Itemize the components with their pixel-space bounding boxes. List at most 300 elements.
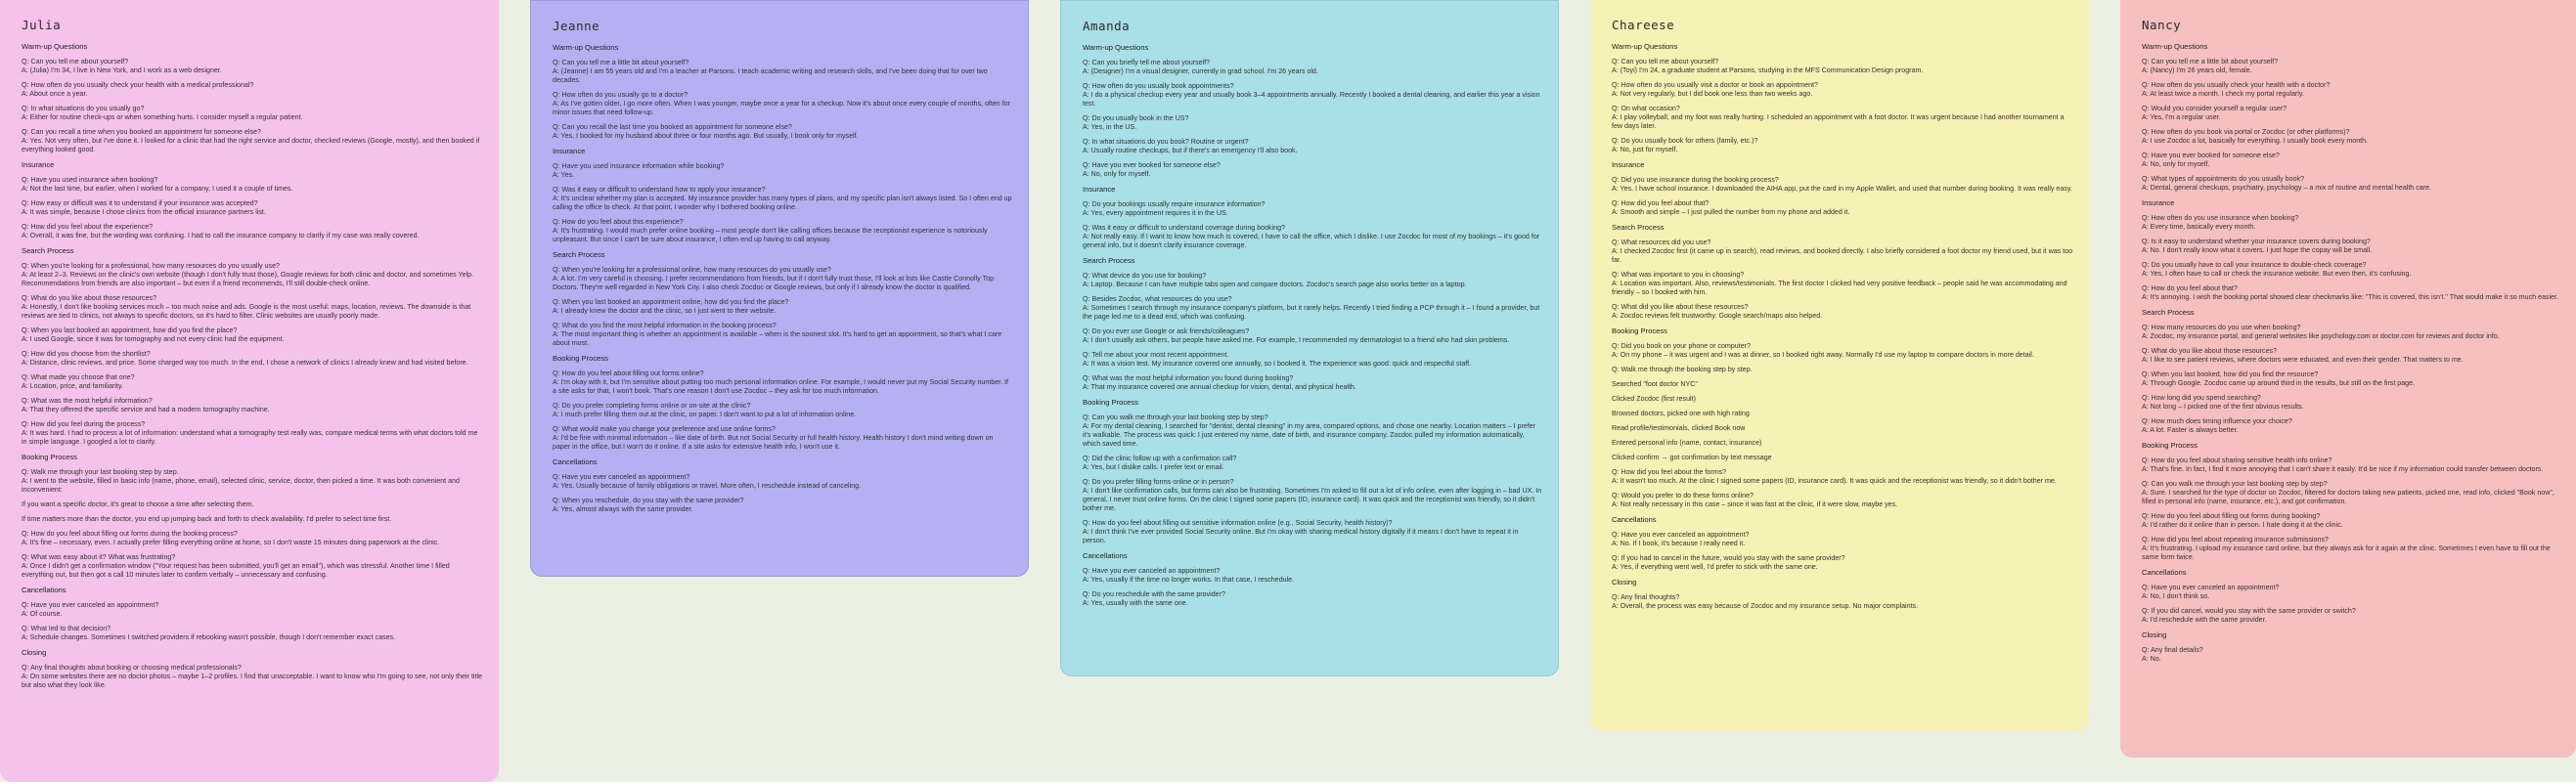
qa-pair	[1612, 239, 2073, 265]
question: Q: Do your bookings usually require insurance information?	[1083, 200, 1266, 208]
qa-pair	[553, 123, 1012, 141]
question: Q: Can you recall a time when you booked an appointment for someone else?	[22, 128, 261, 136]
qa-pair	[553, 91, 1012, 117]
section-heading: Closing	[1612, 578, 1637, 586]
answer: A: Location was important. Also, reviews/testimonials. The first doctor I clicked had very positive feedback – people said he was accommodating and friendly – so I booked with him.	[1612, 280, 2067, 296]
qa-pair	[22, 664, 483, 690]
section-heading: Warm-up Questions	[1083, 43, 1149, 52]
answer: A: I don't usually ask others, but people have asked me. For example, I recommended my dermatologist to a friend who had skin problems.	[1083, 336, 1510, 344]
question: Q: Have you ever canceled an appointment?	[22, 601, 159, 609]
answer: A: As I've gotten older, I go more often. When I was younger, maybe once a year for a checkup. Now it's about once every couple of months, often for minor issues that need follow-up.	[553, 100, 1011, 116]
answer: A: A lot. I'm very careful in choosing. I prefer recommendations from friends, but if I don't fully trust those, I'll look at lists like Castle Connolly Top Doctors. They're well regarded in New York City. I also check Zocdoc or Google reviews, but only if I already know the doctor is qualified.	[553, 275, 995, 291]
answer: A: I used Google, since it was for tomography and not every clinic had the equipment.	[22, 335, 285, 343]
answer: A: Not very regularly, but I did book one less than two weeks ago.	[1612, 90, 1813, 98]
qa-pair	[553, 473, 1012, 491]
qa-pair	[1083, 567, 1542, 585]
section-heading: Booking Process	[22, 453, 77, 461]
answer: A: Yes, but I dislike calls. I prefer text or email.	[1083, 463, 1224, 471]
question: Q: What led to that decision?	[22, 625, 111, 632]
question: Q: Do you usually book for others (family, etc.)?	[1612, 137, 1758, 145]
answer: A: Of course.	[22, 610, 63, 618]
question: Q: How did you choose from the shortlist?	[22, 350, 151, 358]
qa-pair	[1083, 114, 1542, 132]
answer: A: (Toyi) I'm 24, a graduate student at Parsons, studying in the MFS Communication Design program.	[1612, 66, 1924, 74]
qa-pair	[2142, 81, 2560, 99]
qa-pair	[22, 105, 483, 122]
qa-pair	[2142, 370, 2560, 388]
qa-pair	[2142, 238, 2560, 255]
answer: A: Honestly, I don't like booking services much – too much noise and ads. Google is the most useful: maps, location, reviews. The downside is that reviews are tied to clinics, not always to specific doctors, so it's hard to filter. Clinic websites are usually poorly made.	[22, 303, 471, 320]
qa-pair	[22, 530, 483, 547]
answer: A: Yes. Not very often, but I've done it. I looked for a clinic that had the right service and doctor, checked reviews (Google, mostly), and then booked if everything looked good.	[22, 137, 480, 153]
question: Q: What types of appointments do you usually book?	[2142, 175, 2305, 183]
qa-pair	[22, 625, 483, 642]
question: Q: How often do you book via portal or Zocdoc (or other platforms)?	[2142, 128, 2350, 136]
answer: A: I already knew the doctor and the clinic, so I just went to their website.	[553, 307, 777, 315]
interview-card-jeanne	[530, 0, 1029, 577]
question: Q: On what occasion?	[1612, 105, 1680, 112]
section-heading: Search Process	[2142, 308, 2195, 317]
section-heading: Warm-up Questions	[22, 42, 88, 51]
answer: A: Not really necessary in this case – since it was fast at the clinic, if it were slow, maybe yes.	[1612, 500, 1898, 508]
answer: A: Zocdoc reviews felt trustworthy. Google search/maps also helped.	[1612, 312, 1823, 320]
answer: A: On my phone – it was urgent and I was at dinner, so I booked right away. Normally I'd use my laptop to compare doctors in more detail.	[1612, 351, 2034, 359]
answer: A: That they offered the specific service and had a modern tomography machine.	[22, 406, 270, 413]
question: Q: In what situations do you usually go?	[22, 105, 145, 112]
qa-pair	[1083, 519, 1542, 545]
qa-pair	[1083, 272, 1542, 289]
section-heading: Booking Process	[1083, 398, 1138, 407]
qa-pair	[2142, 105, 2560, 122]
section-heading: Booking Process	[1612, 326, 1667, 335]
answer: A: Yes, I'm a regular user.	[2142, 113, 2221, 121]
answer: A: Through Google. Zocdoc came up around third in the results, but still on the first page.	[2142, 379, 2416, 387]
answer: A: Yes, usually if the time no longer works. In that case, I reschedule.	[1083, 576, 1295, 584]
answer: A: I don't think I've ever provided Social Security online. But I'm okay with sharing medical history digitally if it means I don't have to repeat it in person.	[1083, 528, 1519, 544]
paragraph: Browsed doctors, picked one with high rating	[1612, 410, 1750, 417]
answer: A: Either for routine check-ups or when something hurts. I consider myself a regular patient.	[22, 113, 303, 121]
question: Q: How did you feel about repeating insurance submissions?	[2142, 536, 2329, 543]
answer: A: It wasn't too much. At the clinic I signed some papers (ID, insurance card). It was quick and the receptionist was friendly, so it didn't bother me.	[1612, 477, 2057, 485]
qa-pair	[22, 294, 483, 321]
question: Q: Was it easy or difficult to understand coverage during booking?	[1083, 224, 1286, 232]
answer: A: It's annoying. I wish the booking portal showed clear checkmarks like: "This is covered, this isn't." That would make it so much easier.	[2142, 293, 2558, 301]
answer: A: At least 2–3. Reviews on the clinic's own website (though I don't fully trust those), Google reviews for both clinic and doctor, and sometimes Yelp. Recommendations from friends are also important – but even if a friend recommends, I'll still double-check online.	[22, 271, 474, 287]
answer: A: It's fine – necessary, even. I actually prefer filling everything online at home, so I don't waste 15 minutes doing paperwork at the clinic.	[22, 539, 440, 546]
qa-pair	[2142, 456, 2560, 474]
question: Q: If you did cancel, would you stay with the same provider or switch?	[2142, 607, 2356, 615]
question: Q: When you last booked, how did you find the resource?	[2142, 370, 2319, 378]
question: Q: Walk me through your last booking step by step.	[22, 468, 179, 476]
question: Q: Can you tell me a little bit about yourself?	[2142, 58, 2279, 65]
answer: A: That's fine. In fact, I find it more annoying that I can't share it easily. It'd be nice if my information could transfer between doctors.	[2142, 465, 2544, 473]
qa-pair	[2142, 536, 2560, 562]
answer: A: That my insurance covered one annual checkup for vision, dental, and physical health.	[1083, 383, 1356, 391]
answer: A: For my dental cleaning, I searched for "dentist, dental cleaning" in my area, compared options, and chose one nearby. Location matters – I prefer it's walkable. The process was quick: I just entered my name, date of birth, and insurance company. Zocdoc pulled my information automatically, which saved time.	[1083, 422, 1536, 448]
answer: A: Sometimes I search through my insurance company's platform, but it rarely helps. Recently I tried finding a PCP through it – I found a provider, but the page led me to a dead end, which was confusing.	[1083, 304, 1540, 321]
question: Q: Is it easy to understand whether your insurance covers during booking?	[2142, 238, 2371, 245]
question: Q: What do you like about those resources?	[22, 294, 157, 302]
qa-pair	[22, 223, 483, 240]
section-heading: Warm-up Questions	[1612, 42, 1678, 51]
answer: A: About once a year.	[22, 90, 88, 98]
qa-pair	[1612, 199, 2073, 217]
question: Q: Was it easy or difficult to understand how to apply your insurance?	[553, 186, 766, 194]
answer: A: No. I don't really know what it covers. I just hope the copay will be small.	[2142, 246, 2373, 254]
card-title: Amanda	[1083, 19, 1131, 33]
qa-pair	[1083, 478, 1542, 513]
qa-pair	[22, 199, 483, 217]
question: Q: Did you book on your phone or computer?	[1612, 342, 1751, 350]
question: Q: In what situations do you book? Routine or urgent?	[1083, 138, 1249, 146]
answer: A: It was simple, because I chose clinics from the official insurance partners list.	[22, 208, 266, 216]
answer: A: I'd be fine with minimal information – like date of birth. But not Social Security or full health history. Health history I don't mind writing down on paper in the office, but I won't do it online. If a site asks for extensive health info, I won't use it.	[553, 434, 994, 451]
question: Q: Any final thoughts about booking or choosing medical professionals?	[22, 664, 242, 672]
qa-pair	[2142, 394, 2560, 412]
question: Q: Have you used insurance when booking?	[22, 176, 158, 184]
answer: A: No, I don't think so.	[2142, 592, 2210, 600]
question: Q: Tell me about your most recent appointment.	[1083, 351, 1229, 359]
answer: A: No, only for myself.	[2142, 160, 2210, 168]
qa-pair	[2142, 607, 2560, 625]
question: Q: What did you like about these resources?	[1612, 303, 1749, 311]
answer: A: (Jeanne) I am 55 years old and I'm a teacher at Parsons. I teach academic writing and research skills, and I've been doing that for over two decades.	[553, 67, 988, 84]
paragraph: Entered personal info (name, contact, insurance)	[1612, 439, 1762, 447]
answer: A: No, only for myself.	[1083, 170, 1151, 178]
qa-pair	[1083, 351, 1542, 369]
answer: A: Every time, basically every month.	[2142, 223, 2256, 231]
qa-pair	[1612, 105, 2073, 131]
qa-pair	[2142, 284, 2560, 302]
card-title: Chareese	[1612, 18, 1675, 32]
question: Q: How often do you usually book appointments?	[1083, 82, 1234, 90]
qa-pair	[22, 262, 483, 288]
qa-pair	[1612, 342, 2073, 360]
question: Q: When you last booked an appointment online, how did you find the place?	[553, 298, 789, 306]
section-heading: Cancellations	[1612, 515, 1657, 524]
qa-pair	[2142, 417, 2560, 435]
answer: A: Distance, clinic reviews, and price. Some charged way too much. In the end, I chose a network of clinics I already knew and had visited before.	[22, 359, 468, 367]
qa-pair	[22, 373, 483, 391]
question: Q: Any final details?	[2142, 646, 2203, 654]
qa-pair	[1612, 492, 2073, 509]
answer: A: Yes, in the US.	[1083, 123, 1137, 131]
answer: A: (Julia) I'm 34, I live in New York, and I work as a web designer.	[22, 66, 222, 74]
question: Q: Can you briefly tell me about yourself?	[1083, 59, 1211, 66]
question: Q: Do you reschedule with the same provider?	[1083, 590, 1225, 598]
question: Q: How often do you usually visit a doctor or book an appointment?	[1612, 81, 1818, 89]
qa-pair	[1612, 303, 2073, 321]
paragraph: Read profile/testimonials, clicked Book now	[1612, 424, 1746, 432]
qa-pair	[1083, 59, 1542, 76]
qa-pair	[1083, 455, 1542, 472]
qa-pair	[2142, 512, 2560, 530]
qa-pair	[1083, 224, 1542, 250]
paragraph: Clicked Zocdoc (first result)	[1612, 395, 1696, 403]
question: Q: Have you used insurance information while booking?	[553, 162, 725, 170]
card-title: Jeanne	[553, 19, 600, 33]
qa-pair	[553, 298, 1012, 316]
qa-pair	[553, 322, 1012, 348]
question: Q: Did you use insurance during the booking process?	[1612, 176, 1779, 184]
question: Q: What made you choose that one?	[22, 373, 135, 381]
answer: A: The most important thing is whether an appointment is available – when is the soonest slot. It's hard to get an appointment, so that's what I care about most.	[553, 330, 1002, 347]
question: Q: What resources did you use?	[1612, 239, 1711, 246]
question: Q: What do you like about those resources?	[2142, 347, 2278, 355]
qa-pair	[1612, 81, 2073, 99]
answer: A: (Designer) I'm a visual designer, currently in grad school. I'm 26 years old.	[1083, 67, 1318, 75]
question: Q: How do you feel about filling out forms during booking?	[2142, 512, 2321, 520]
answer: A: Once I didn't get a confirmation window ("Your request has been submitted, you'll get an email"), which was stressful. Another time I filled everything out, but then got a call 10 minutes later to confirm verbally – unnecessary and confusing.	[22, 562, 450, 579]
section-heading: Cancellations	[22, 586, 67, 594]
section-heading: Insurance	[1083, 185, 1116, 194]
question: Q: How do you feel about filling out sensitive information online (e.g., Social Security, health history)?	[1083, 519, 1393, 527]
question: Q: Have you ever booked for someone else?	[1083, 161, 1221, 169]
qa-pair	[22, 553, 483, 580]
qa-pair	[1083, 295, 1542, 322]
answer: A: Location, price, and familiarity.	[22, 382, 123, 390]
section-heading: Cancellations	[1083, 551, 1128, 560]
qa-pair	[553, 266, 1012, 292]
question: Q: When you last booked an appointment, how did you find the place?	[22, 326, 238, 334]
qa-pair	[553, 402, 1012, 419]
answer: A: I use Zocdoc a lot, basically for everything. I usually book every month.	[2142, 137, 2369, 145]
paragraph: Clicked confirm → got confirmation by text message	[1612, 454, 1772, 461]
qa-pair	[22, 350, 483, 368]
answer: A: Yes, I booked for my husband about three or four months ago. But usually, I book only for myself.	[553, 132, 859, 140]
answer: A: It's unclear whether my plan is accepted. My insurance provider has many types of plans, and my specific plan isn't always listed. So I often end up calling the office to check. At that point, I wonder why I bothered booking online.	[553, 195, 1012, 211]
question: Q: How did you feel about the forms?	[1612, 468, 1727, 476]
answer: A: Yes.	[553, 171, 575, 179]
answer: A: No, just for myself.	[1612, 146, 1678, 153]
qa-pair	[1612, 531, 2073, 548]
qa-pair	[1612, 366, 2073, 374]
section-heading: Insurance	[2142, 198, 2175, 207]
answer: A: Yes. Usually because of family obligations or travel. More often, I reschedule instead of canceling.	[553, 482, 862, 490]
answer: A: It was hard. I had to process a lot of information: understand what a tomography test really was, compare medical terms with what doctors told me in simple language. I googled a lot to clarify.	[22, 429, 478, 446]
qa-pair	[2142, 175, 2560, 193]
question: Q: What was easy about it? What was frustrating?	[22, 553, 176, 561]
answer: A: At least twice a month. I check my portal regularly.	[2142, 90, 2304, 98]
answer: A: Usually routine checkups, but if there's an emergency I'll also book.	[1083, 147, 1298, 154]
qa-pair	[2142, 214, 2560, 232]
qa-pair	[1612, 176, 2073, 194]
answer: A: Not long – I picked one of the first obvious results.	[2142, 403, 2304, 411]
qa-pair	[1612, 468, 2073, 486]
interview-card-nancy	[2120, 0, 2576, 758]
section-heading: Insurance	[1612, 160, 1645, 169]
qa-pair	[553, 162, 1012, 180]
answer: A: I much prefer filling them out at the clinic, on paper. I don't want to put a lot of information online.	[553, 411, 857, 418]
qa-pair	[2142, 58, 2560, 75]
answer: A: No.	[2142, 655, 2161, 663]
section-heading: Cancellations	[2142, 568, 2187, 577]
answer: A: I don't like confirmation calls, but forms can also be frustrating. Sometimes I'm asked to fill out a lot of info online, even after logging in – bad UX. In general, I never trust online forms. On the clinic I signed some papers (ID, insurance card). It was quick and the receptionist was friendly, so it didn't bother me.	[1083, 487, 1542, 512]
question: Q: How did you feel during the process?	[22, 420, 146, 428]
section-heading: Warm-up Questions	[2142, 42, 2208, 51]
question: Q: Can you recall the last time you booked an appointment for someone else?	[553, 123, 792, 131]
question: Q: Any final thoughts?	[1612, 593, 1680, 601]
answer: A: Not the last time, but earlier, when I worked for a company, I used it a couple of times.	[22, 185, 293, 193]
question: Q: How often do you usually check your health with a medical professional?	[22, 81, 254, 89]
question: Q: How did you feel about that?	[1612, 199, 1710, 207]
question: Q: What do you find the most helpful information in the booking process?	[553, 322, 777, 329]
qa-pair	[2142, 347, 2560, 365]
qa-pair	[2142, 152, 2560, 169]
qa-pair	[2142, 261, 2560, 279]
answer: A: No. If I book, it's because I really need it.	[1612, 540, 1746, 547]
section-heading: Search Process	[1083, 256, 1135, 265]
qa-pair	[1083, 138, 1542, 155]
question: Q: Would you prefer to do these forms online?	[1612, 492, 1754, 500]
answer: A: A lot. Faster is always better.	[2142, 426, 2239, 434]
section-heading: Insurance	[22, 160, 55, 169]
question: Q: How much does timing influence your choice?	[2142, 417, 2292, 425]
section-heading: Closing	[22, 648, 47, 657]
card-title: Nancy	[2142, 18, 2182, 32]
card-body	[547, 43, 1012, 514]
qa-pair	[22, 601, 483, 619]
answer: A: I'm okay with it, but I'm sensitive about putting too much personal information online. For example, I would never put my Social Security number. If a site asks for that, I won't book. That's one reason I don't use Zocdoc – they ask for too much information.	[553, 378, 1008, 395]
qa-pair	[553, 369, 1012, 396]
card-body	[1606, 42, 2073, 611]
answer: A: Yes, I often have to call or check the insurance website. But even then, it's confusing.	[2142, 270, 2412, 278]
answer: A: Overall, it was fine, but the wording was confusing. I had to call the insurance company to clarify if my case was really covered.	[22, 232, 420, 239]
question: Q: Have you ever canceled an appointment?	[1083, 567, 1221, 575]
answer: A: It's frustrating. I upload my insurance card online, but they always ask for it again at the clinic. Sometimes I even have to fill out the same form twice.	[2142, 544, 2551, 561]
section-heading: Search Process	[553, 250, 605, 259]
question: Q: Do you usually book in the US?	[1083, 114, 1189, 122]
question: Q: Have you ever canceled an appointment?	[2142, 584, 2280, 591]
question: Q: What would make you change your preference and use online forms?	[553, 425, 776, 433]
interview-card-chareese	[1590, 0, 2089, 731]
section-heading: Booking Process	[2142, 441, 2198, 450]
qa-pair	[1083, 327, 1542, 345]
question: Q: How do you feel about filling out forms during the booking process?	[22, 530, 238, 538]
question: Q: Can you walk me through your last booking step by step?	[2142, 480, 2328, 488]
answer: A: Schedule changes. Sometimes I switched providers if rebooking wasn't possible, though I don't remember exact cases.	[22, 633, 396, 641]
question: Q: How many resources do you use when booking?	[2142, 324, 2301, 331]
answer: A: Not really easy. If I want to know how much is covered, I have to call the office, which I dislike. I use Zocdoc for most of my bookings – it's good for general info, but it doesn't clarify insurance coverage.	[1083, 233, 1540, 249]
answer: A: Yes, if everything went well, I'd prefer to stick with the same one.	[1612, 563, 1818, 571]
interview-card-amanda	[1060, 0, 1559, 676]
question: Q: How long did you spend searching?	[2142, 394, 2261, 402]
qa-pair	[1083, 82, 1542, 109]
qa-pair	[553, 186, 1012, 212]
question: Q: Can you tell me about yourself?	[1612, 58, 1719, 65]
question: Q: Have you ever canceled an appointment?	[1612, 531, 1750, 539]
qa-pair	[1612, 271, 2073, 297]
section-heading: Search Process	[1612, 223, 1665, 232]
question: Q: Walk me through the booking step by step.	[1612, 366, 1753, 373]
qa-pair	[553, 497, 1012, 514]
qa-pair	[1612, 593, 2073, 611]
answer: A: Yes, almost always with the same provider.	[553, 505, 693, 513]
qa-pair	[1083, 413, 1542, 449]
paragraph: If time matters more than the doctor, you end up jumping back and forth to check availability. I'd prefer to select time first.	[22, 515, 392, 523]
qa-pair	[1083, 374, 1542, 392]
question: Q: Can you tell me a little bit about yourself?	[553, 59, 689, 66]
question: Q: Can you walk me through your last booking step by step?	[1083, 413, 1268, 421]
question: Q: What was important to you in choosing?	[1612, 271, 1745, 279]
qa-pair	[553, 218, 1012, 244]
qa-pair	[22, 81, 483, 99]
question: Q: How often do you use insurance when booking?	[2142, 214, 2299, 222]
answer: A: Overall, the process was easy because of Zocdoc and my insurance setup. No major complaints.	[1612, 602, 1919, 610]
question: Q: Can you tell me about yourself?	[22, 58, 129, 65]
question: Q: What was the most helpful information you found during booking?	[1083, 374, 1294, 382]
section-heading: Search Process	[22, 246, 74, 255]
question: Q: When you reschedule, do you stay with the same provider?	[553, 497, 744, 504]
qa-pair	[2142, 480, 2560, 506]
answer: A: Smooth and simple – I just pulled the number from my phone and added it.	[1612, 208, 1850, 216]
paragraph: If you want a specific doctor, it's great to choose a time after selecting them.	[22, 500, 254, 508]
question: Q: Do you prefer completing forms online or on-site at the clinic?	[553, 402, 751, 410]
qa-pair	[1083, 161, 1542, 179]
qa-pair	[22, 58, 483, 75]
question: Q: Do you usually have to call your insurance to double-check coverage?	[2142, 261, 2367, 269]
answer: A: Laptop. Because I can have multiple tabs open and compare doctors. Zocdoc's search page also works better on a laptop.	[1083, 281, 1467, 288]
question: Q: If you had to cancel in the future, would you stay with the same provider?	[1612, 554, 1845, 562]
qa-pair	[2142, 324, 2560, 341]
answer: A: It's frustrating. I would much prefer online booking – most people don't like calling offices because the receptionist experience is notoriously unpleasant. But since I can't be sure about insurance, I often end up having to call anyway.	[553, 227, 988, 243]
section-heading: Closing	[2142, 630, 2167, 639]
question: Q: Besides Zocdoc, what resources do you use?	[1083, 295, 1232, 303]
question: Q: How do you feel about that?	[2142, 284, 2238, 292]
answer: A: I do a physical checkup every year and usually book 3–4 appointments annually. Recently I booked a dental cleaning, and earlier this year a vision test.	[1083, 91, 1540, 108]
qa-pair	[2142, 646, 2560, 664]
section-heading: Cancellations	[553, 457, 598, 466]
answer: A: (Nancy) I'm 26 years old, female.	[2142, 66, 2252, 74]
question: Q: Have you ever booked for someone else?	[2142, 152, 2280, 159]
answer: A: I went to the website, filled in basic info (name, phone, email), selected clinic, service, doctor, then picked a time. It was both convenient and inconvenient:	[22, 477, 460, 494]
question: Q: What was the most helpful information?	[22, 397, 153, 405]
qa-pair	[1083, 200, 1542, 218]
section-heading: Warm-up Questions	[553, 43, 619, 52]
qa-pair	[2142, 128, 2560, 146]
card-body	[16, 42, 483, 690]
qa-pair	[22, 326, 483, 344]
question: Q: Do you ever use Google or ask friends/colleagues?	[1083, 327, 1250, 335]
question: Q: Do you prefer filling forms online or in person?	[1083, 478, 1234, 486]
answer: A: Yes, every appointment requires it in the US.	[1083, 209, 1228, 217]
qa-pair	[22, 420, 483, 447]
answer: A: I'd rather do it online than in person. I hate doing it at the clinic.	[2142, 521, 2343, 529]
question: Q: How did you feel about the experience?	[22, 223, 154, 231]
qa-pair	[1083, 590, 1542, 608]
qa-pair	[553, 59, 1012, 85]
question: Q: Would you consider yourself a regular user?	[2142, 105, 2287, 112]
answer: A: I play volleyball, and my foot was really hurting. I scheduled an appointment with a foot doctor. It was urgent because I had another tournament a few days later.	[1612, 113, 2065, 130]
question: Q: Did the clinic follow up with a confirmation call?	[1083, 455, 1237, 462]
qa-pair	[1612, 58, 2073, 75]
qa-pair	[22, 128, 483, 154]
question: Q: Have you ever canceled an appointment?	[553, 473, 690, 481]
paragraph: Searched "foot doctor NYC"	[1612, 380, 1698, 388]
answer: A: Yes. I have school insurance. I downloaded the AIHA app, put the card in my Apple Wallet, and used that number during booking. It was really easy.	[1612, 185, 2072, 193]
answer: A: Yes, usually with the same one.	[1083, 599, 1188, 607]
answer: A: I'd reschedule with the same provider.	[2142, 616, 2267, 624]
question: Q: How often do you usually check your health with a doctor?	[2142, 81, 2331, 89]
qa-pair	[22, 397, 483, 414]
qa-pair	[1612, 137, 2073, 154]
question: Q: When you're looking for a professional, how many resources do you usually use?	[22, 262, 280, 270]
question: Q: How do you feel about this experience?	[553, 218, 684, 226]
question: Q: What device do you use for booking?	[1083, 272, 1207, 280]
question: Q: How easy or difficult was it to understand if your insurance was accepted?	[22, 199, 258, 207]
card-body	[2136, 42, 2560, 664]
interview-card-julia	[0, 0, 499, 782]
